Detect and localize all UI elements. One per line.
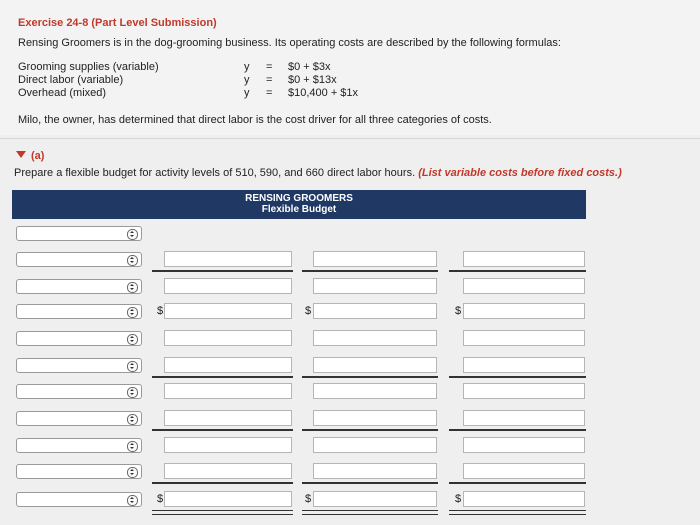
formula-equals: = [266,87,273,99]
select-arrows-icon [127,467,138,478]
amount-input-level-2[interactable] [313,410,437,426]
select-arrows-icon [127,414,138,425]
budget-company: RENSING GROOMERS [245,193,353,204]
account-select[interactable] [16,226,142,241]
account-select[interactable] [16,331,142,346]
amount-input-level-2[interactable] [313,491,437,507]
account-select[interactable] [16,411,142,426]
formula-equals: = [266,61,273,73]
budget-row [0,355,600,377]
select-arrows-icon [127,387,138,398]
amount-input-level-2[interactable] [313,357,437,373]
account-select[interactable] [16,492,142,507]
formula-name: Grooming supplies (variable) [18,61,159,73]
budget-row [0,461,600,483]
collapse-triangle-icon [16,151,26,158]
account-select[interactable] [16,279,142,294]
formula-y: y [244,87,250,99]
subtotal-underline [449,482,586,484]
subtotal-underline [152,376,293,378]
dollar-sign: $ [305,305,312,317]
problem-statement [0,0,700,135]
part-a-prompt [14,167,622,179]
amount-input-level-1[interactable] [164,330,292,346]
formula-row [18,74,418,88]
intro-text: Rensing Groomers is in the dog-grooming business. Its operating costs are described by the following formulas: [18,37,561,49]
budget-row [0,435,600,457]
formula-name: Direct labor (variable) [18,74,124,86]
account-select[interactable] [16,384,142,399]
select-arrows-icon [127,307,138,318]
total-double-underline [152,510,293,515]
formula-expression: $10,400 + $1x [288,87,359,99]
budget-row [0,381,600,403]
amount-input-level-1[interactable] [164,491,292,507]
formula-y: y [244,61,250,73]
prompt-note: (List variable costs before fixed costs.) [418,167,622,179]
part-a-label: (a) [31,150,45,162]
amount-input-level-1[interactable] [164,383,292,399]
amount-input-level-3[interactable] [463,491,585,507]
amount-input-level-3[interactable] [463,410,585,426]
total-double-underline [302,510,438,515]
subtotal-underline [302,482,438,484]
amount-input-level-1[interactable] [164,357,292,373]
subtotal-underline [449,429,586,431]
amount-input-level-3[interactable] [463,303,585,319]
formula-name: Overhead (mixed) [18,87,107,99]
amount-input-level-1[interactable] [164,463,292,479]
dollar-sign: $ [455,305,462,317]
budget-row [0,489,600,511]
amount-input-level-2[interactable] [313,383,437,399]
amount-input-level-3[interactable] [463,278,585,294]
budget-row [0,408,600,430]
dollar-sign: $ [157,305,164,317]
account-select[interactable] [16,304,142,319]
account-select[interactable] [16,252,142,267]
formula-expression: $0 + $13x [288,74,337,86]
amount-input-level-2[interactable] [313,437,437,453]
select-arrows-icon [127,495,138,506]
amount-input-level-2[interactable] [313,303,437,319]
subtotal-underline [152,429,293,431]
subtotal-underline [302,376,438,378]
amount-input-level-3[interactable] [463,463,585,479]
formula-y: y [244,74,250,86]
amount-input-level-1[interactable] [164,278,292,294]
select-arrows-icon [127,441,138,452]
subtotal-underline [302,270,438,272]
part-a-toggle[interactable] [16,150,44,162]
amount-input-level-3[interactable] [463,357,585,373]
formula-equals: = [266,74,273,86]
amount-input-level-2[interactable] [313,251,437,267]
amount-input-level-2[interactable] [313,330,437,346]
dollar-sign: $ [455,493,462,505]
subtotal-underline [152,482,293,484]
exercise-title: Exercise 24-8 (Part Level Submission) [18,17,217,29]
select-arrows-icon [127,334,138,345]
subtotal-underline [449,270,586,272]
amount-input-level-3[interactable] [463,330,585,346]
account-select[interactable] [16,358,142,373]
amount-input-level-2[interactable] [313,463,437,479]
amount-input-level-3[interactable] [463,251,585,267]
subtotal-underline [302,429,438,431]
budget-row [0,249,600,271]
dollar-sign: $ [305,493,312,505]
prompt-text: Prepare a flexible budget for activity levels of 510, 590, and 660 direct labor hours. [14,167,416,179]
budget-row [0,276,600,298]
budget-row [0,328,600,350]
budget-subtitle: Flexible Budget [261,204,337,215]
budget-row [0,301,600,323]
formula-row [18,87,418,101]
budget-header [12,190,586,219]
amount-input-level-1[interactable] [164,303,292,319]
select-arrows-icon [127,255,138,266]
subtotal-underline [152,270,293,272]
select-arrows-icon [127,229,138,240]
account-select[interactable] [16,464,142,479]
amount-input-level-2[interactable] [313,278,437,294]
dollar-sign: $ [157,493,164,505]
amount-input-level-1[interactable] [164,251,292,267]
total-double-underline [449,510,586,515]
account-select[interactable] [16,438,142,453]
amount-input-level-1[interactable] [164,410,292,426]
amount-input-level-1[interactable] [164,437,292,453]
budget-row [0,223,600,245]
amount-input-level-3[interactable] [463,437,585,453]
section-divider [0,138,700,139]
cost-driver-note: Milo, the owner, has determined that direct labor is the cost driver for all three categories of costs. [18,114,492,126]
formula-expression: $0 + $3x [288,61,331,73]
subtotal-underline [449,376,586,378]
amount-input-level-3[interactable] [463,383,585,399]
select-arrows-icon [127,282,138,293]
select-arrows-icon [127,361,138,372]
formula-row [18,61,418,75]
